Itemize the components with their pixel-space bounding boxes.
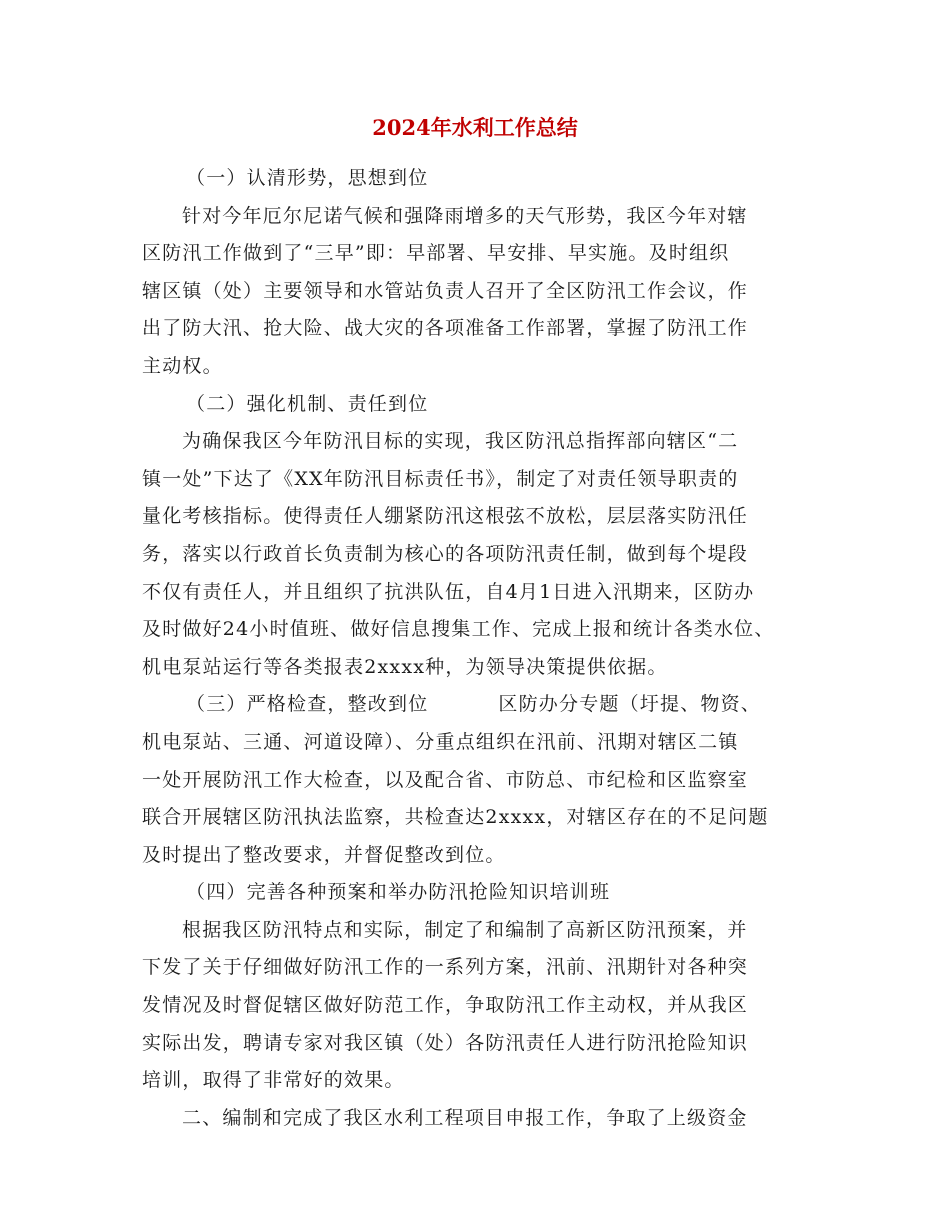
line-text: 区防汛工作做到了“三早”即：早部署、早安排、早实施。及时组织 [142,242,730,265]
line-text: 出了防大汛、抢大险、战大灾的各项准备工作部署，掌握了防汛工作 [142,317,749,340]
line-text: 机电泵站运行等各类报表2xxxx种，为领导决策提供依据。 [142,655,668,678]
text-line [142,310,822,348]
line-text: 辖区镇（处）主要领导和水管站负责人召开了全区防汛工作会议，作 [142,279,749,302]
document-body [142,160,822,1137]
line-text: 实际出发，聘请专家对我区镇（处）各防汛责任人进行防汛抢险知识 [142,1031,749,1054]
section-heading-line [142,160,822,198]
section-heading-line [142,686,822,724]
line-text: 及时提出了整改要求，并督促整改到位。 [142,843,506,866]
line-text: 联合开展辖区防汛执法监察，共检查达2xxxx，对辖区存在的不足问题 [142,806,769,829]
line-text: 下发了关于仔细做好防汛工作的一系列方案，汛前、汛期针对各种突 [142,956,749,979]
text-line [142,649,822,687]
text-line [142,348,822,386]
text-line [142,762,822,800]
line-text: 为确保我区今年防汛目标的实现，我区防汛总指挥部向辖区“二 [182,430,739,453]
line-text: （一）认清形势，思想到位 [186,167,429,189]
text-line [142,574,822,612]
text-line [142,1100,822,1138]
text-line [142,912,822,950]
text-line [142,987,822,1025]
line-text: 一处开展防汛工作大检查，以及配合省、市防总、市纪检和区监察室 [142,768,749,791]
line-text: 主动权。 [142,354,223,377]
line-text: 量化考核指标。使得责任人绷紧防汛这根弦不放松，层层落实防汛任 [142,505,749,528]
text-line [142,611,822,649]
line-text: 务，落实以行政首长负责制为核心的各项防汛责任制，做到每个堤段 [142,542,749,565]
section-heading-line [142,386,822,424]
text-line [142,799,822,837]
line-text: 发情况及时督促辖区做好防范工作，争取防汛工作主动权，并从我区 [142,994,749,1017]
line-text: （二）强化机制、责任到位 [186,392,429,415]
line-text: 二、编制和完成了我区水利工程项目申报工作，争取了上级资金 [182,1106,748,1129]
text-line [142,198,822,236]
line-text: 根据我区防汛特点和实际，制定了和编制了高新区防汛预案，并 [182,918,748,941]
text-line [142,235,822,273]
line-text: 镇一处”下达了《XX年防汛目标责任书》，制定了对责任领导职责的 [142,467,739,490]
text-line [142,273,822,311]
text-line [142,461,822,499]
line-text: （三）严格检查，整改到位 [186,693,429,716]
line-text: 机电泵站、三通、河道设障）、分重点组织在汛前、汛期对辖区二镇 [142,730,739,753]
text-line [142,1025,822,1063]
text-line [142,498,822,536]
text-line [142,724,822,762]
line-text: 不仅有责任人，并且组织了抗洪队伍，自4月1日进入汛期来，区防办 [142,580,755,603]
line-text: （四）完善各种预案和举办防汛抢险知识培训班 [186,881,611,904]
text-line [142,423,822,461]
line-text: 培训，取得了非常好的效果。 [142,1069,405,1092]
text-line [142,837,822,875]
section-heading-line [142,874,822,912]
document-title: 2024年水利工作总结 [372,115,578,140]
line-text: 针对今年厄尔尼诺气候和强降雨增多的天气形势，我区今年对辖 [182,204,748,227]
line-tail-text: 区防办分专题（圩提、物资、 [498,693,762,716]
text-line [142,1062,822,1100]
line-text: 及时做好24小时值班、做好信息搜集工作、完成上报和统计各类水位、 [142,618,775,641]
text-line [142,949,822,987]
text-line [142,536,822,574]
